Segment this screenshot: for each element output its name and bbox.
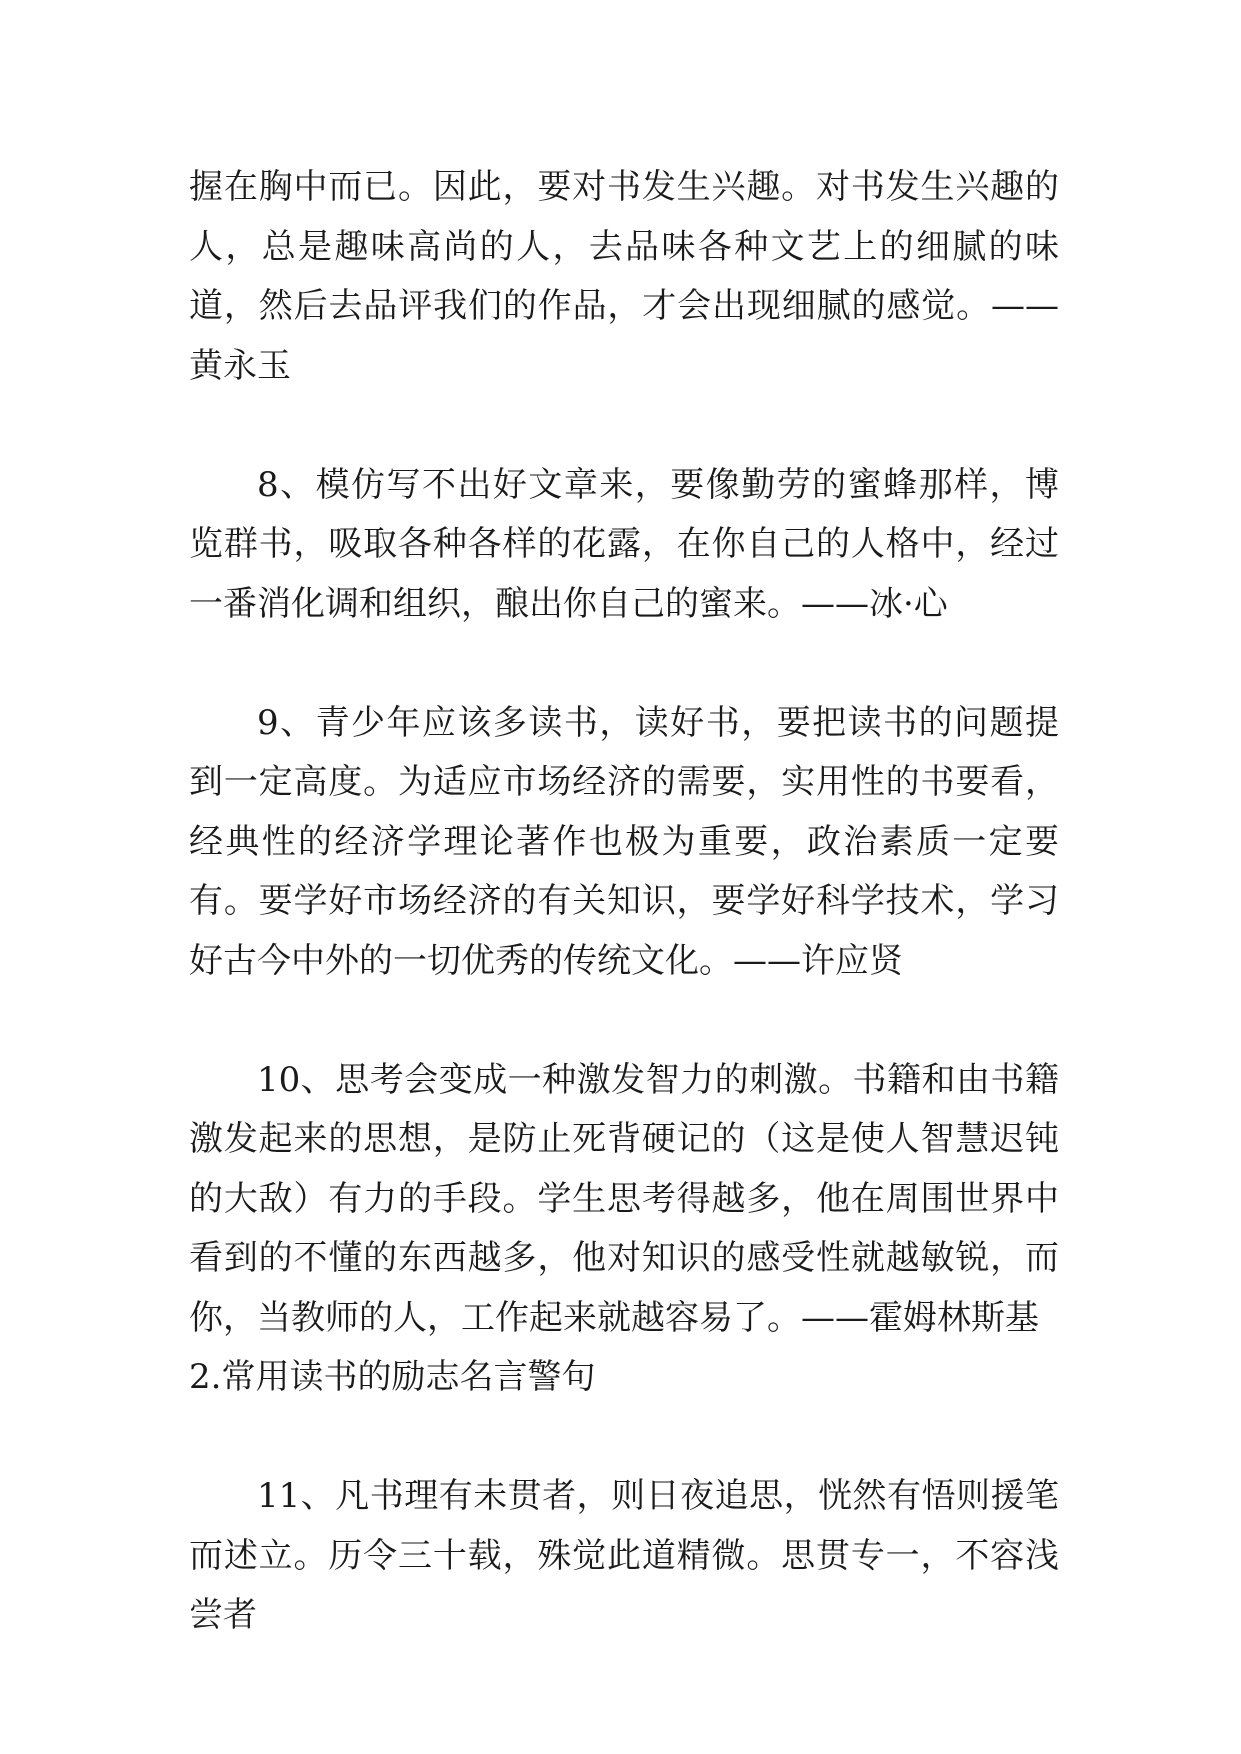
paragraph-10: 10、思考会变成一种激发智力的刺激。书籍和由书籍激发起来的思想，是防止死背硬记的（这是使人智慧迟钝的大敌）有力的手段。学生思考得越多，他在周围世界中看到的不懂的东西越多，他对知识的感受性就越敏锐，而你，当教师的人，工作起来就越容易了。——霍姆林斯基 xyxy=(189,1059,1059,1338)
paragraph-9: 9、青少年应该多读书，读好书，要把读书的问题提到一定高度。为适应市场经济的需要，实用性的书要看，经典性的经济学理论著作也极为重要，政治素质一定要有。要学好市场经济的有关知识，要学好科学技术，学习好古今中外的一切优秀的传统文化。——许应贤 xyxy=(189,702,1059,981)
paragraph-7-continuation: 握在胸中而已。因此，要对书发生兴趣。对书发生兴趣的人，总是趣味高尚的人，去品味各种文艺上的细腻的味道，然后去品评我们的作品，才会出现细腻的感觉。——黄永玉 xyxy=(189,167,1059,386)
paragraph-11: 11、凡书理有未贯者，则日夜追思，恍然有悟则援笔而述立。历令三十载，殊觉此道精微。思贯专一，不容浅尝者 xyxy=(189,1476,1059,1635)
document-body xyxy=(189,158,1059,1646)
section-heading: 2.常用读书的励志名言警句 xyxy=(189,1357,596,1397)
paragraph-8: 8、模仿写不出好文章来，要像勤劳的蜜蜂那样，博览群书，吸取各种各样的花露，在你自己的人格中，经过一番消化调和组织，酿出你自己的蜜来。——冰·心 xyxy=(189,464,1059,624)
